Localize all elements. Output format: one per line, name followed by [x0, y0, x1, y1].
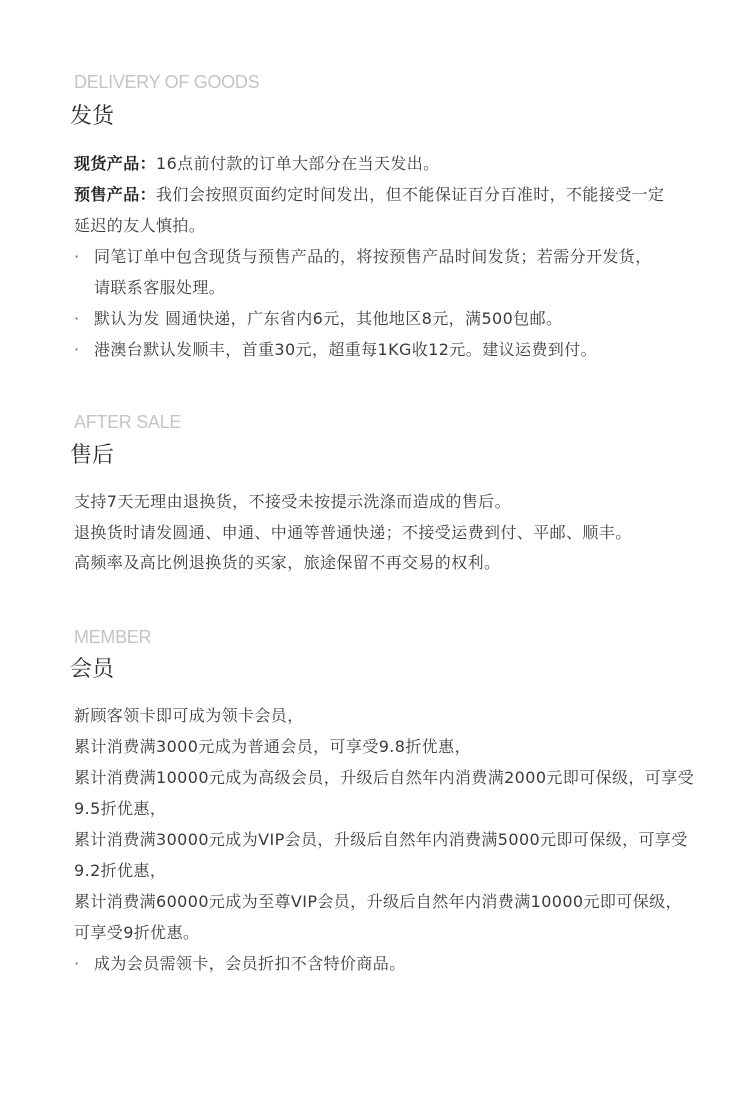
member-line: 可享受9折优惠。 [74, 923, 200, 942]
after-sale-en-title: AFTER SALE [74, 412, 182, 432]
bullet-text: 成为会员需领卡，会员折扣不含特价商品。 [94, 954, 406, 973]
member-title: 会员 [70, 657, 115, 682]
bullet-item [74, 334, 664, 365]
bullet-text: 同笔订单中包含现货与预售产品的，将按预售产品时间发货；若需分开发货， [94, 247, 652, 266]
bullet-dot: · [74, 954, 80, 973]
bullet-dot: · [74, 247, 80, 266]
bullet-text: 默认为发 圆通快递，广东省内6元，其他地区8元，满500包邮。 [94, 309, 563, 328]
presale-label: 预售产品： [74, 185, 157, 204]
member-line: 累计消费满3000元成为普通会员，可享受9.8折优惠， [74, 737, 471, 756]
presale-line-cont: 延迟的友人慎拍。 [74, 216, 206, 235]
bullet-text: 港澳台默认发顺丰，首重30元，超重每1KG收12元。建议运费到付。 [94, 340, 597, 359]
bullet-dot: · [74, 340, 80, 359]
delivery-title: 发货 [70, 104, 115, 129]
member-line: 9.5折优惠， [74, 799, 167, 818]
member-line: 累计消费满10000元成为高级会员，升级后自然年内消费满2000元即可保级，可享受 [74, 768, 695, 787]
after-sale-line: 支持7天无理由退换货，不接受未按提示洗涤而造成的售后。 [74, 492, 511, 511]
bullet-item-cont: 请联系客服处理。 [94, 278, 226, 297]
bullet-item [74, 241, 664, 272]
bullet-item [74, 948, 694, 979]
delivery-en-title: DELIVERY OF GOODS [74, 72, 260, 92]
member-line: 累计消费满60000元成为至尊VIP会员，升级后自然年内消费满10000元即可保级， [74, 892, 682, 911]
presale-line [74, 179, 664, 210]
member-en-title: MEMBER [74, 627, 152, 647]
member-line: 9.2折优惠， [74, 861, 167, 880]
presale-text: 我们会按照页面约定时间发出，但不能保证百分百准时，不能接受一定 [156, 185, 665, 204]
bullet-dot: · [74, 309, 80, 328]
spot-label: 现货产品： [74, 154, 157, 173]
after-sale-content [74, 486, 632, 578]
spot-text: 16点前付款的订单大部分在当天发出。 [156, 154, 440, 173]
delivery-content [74, 148, 664, 365]
bullet-item [74, 303, 664, 334]
after-sale-title: 售后 [70, 443, 115, 468]
member-content [74, 700, 694, 979]
spot-line [74, 148, 664, 179]
member-line: 新顾客领卡即可成为领卡会员， [74, 706, 304, 725]
member-line: 累计消费满30000元成为VIP会员，升级后自然年内消费满5000元即可保级，可享受 [74, 830, 688, 849]
after-sale-line: 高频率及高比例退换货的买家，旅途保留不再交易的权利。 [74, 553, 501, 572]
after-sale-line: 退换货时请发圆通、申通、中通等普通快递；不接受运费到付、平邮、顺丰。 [74, 522, 632, 542]
